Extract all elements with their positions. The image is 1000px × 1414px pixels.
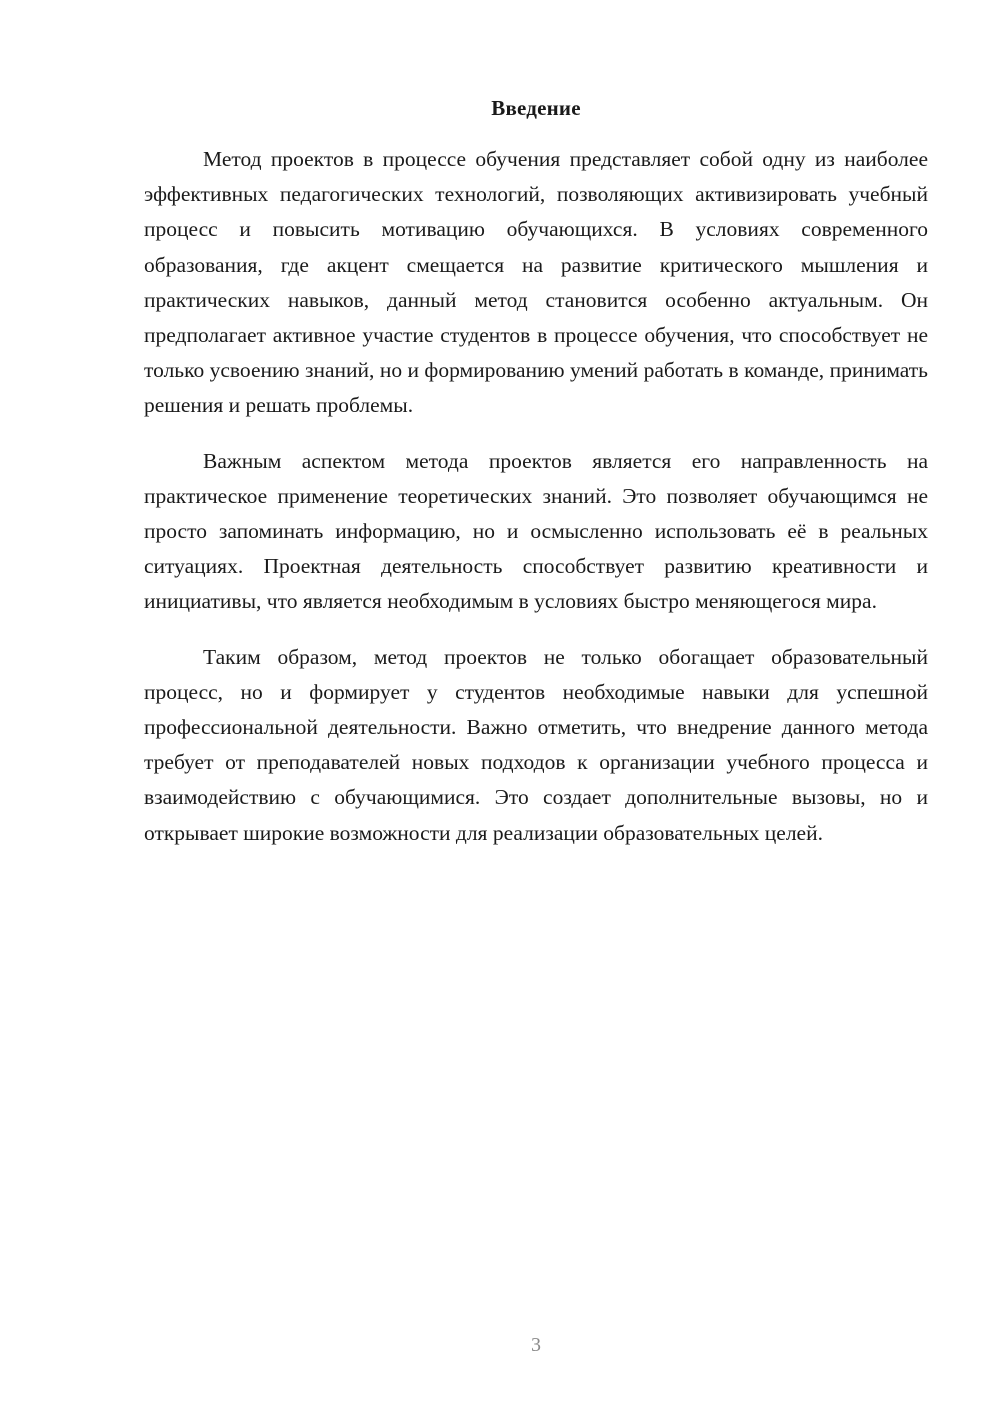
page-title: Введение <box>491 96 581 120</box>
paragraph-1: Метод проектов в процессе обучения представляет собой одну из наиболее эффективных педагогических технологий, позволяющих активизировать учебный процесс и повысить мотивацию обучающихся. В условиях современного образования, где акцент смещается на развитие критического мышления и практических навыков, данный метод становится особенно актуальным. Он предполагает активное участие студентов в процессе обучения, что способствует не только усвоению знаний, но и формированию умений работать в команде, принимать решения и решать проблемы. <box>144 147 928 418</box>
page-number: 3 <box>531 1334 541 1356</box>
document-body <box>144 142 928 851</box>
paragraph-2: Важным аспектом метода проектов является его направленность на практическое применение теоретических знаний. Это позволяет обучающимся не просто запоминать информацию, но и осмысленно использовать её в реальных ситуациях. Проектная деятельность способствует развитию креативности и инициативы, что является необходимым в условиях быстро меняющегося мира. <box>144 448 928 614</box>
paragraph-3: Таким образом, метод проектов не только обогащает образовательный процесс, но и формирует у студентов необходимые навыки для успешной профессиональной деятельности. Важно отметить, что внедрение данного метода требует от преподавателей новых подходов к организации учебного процесса и взаимодействию с обучающимися. Это создает дополнительные вызовы, но и открывает широкие возможности для реализации образовательных целей. <box>144 644 928 845</box>
